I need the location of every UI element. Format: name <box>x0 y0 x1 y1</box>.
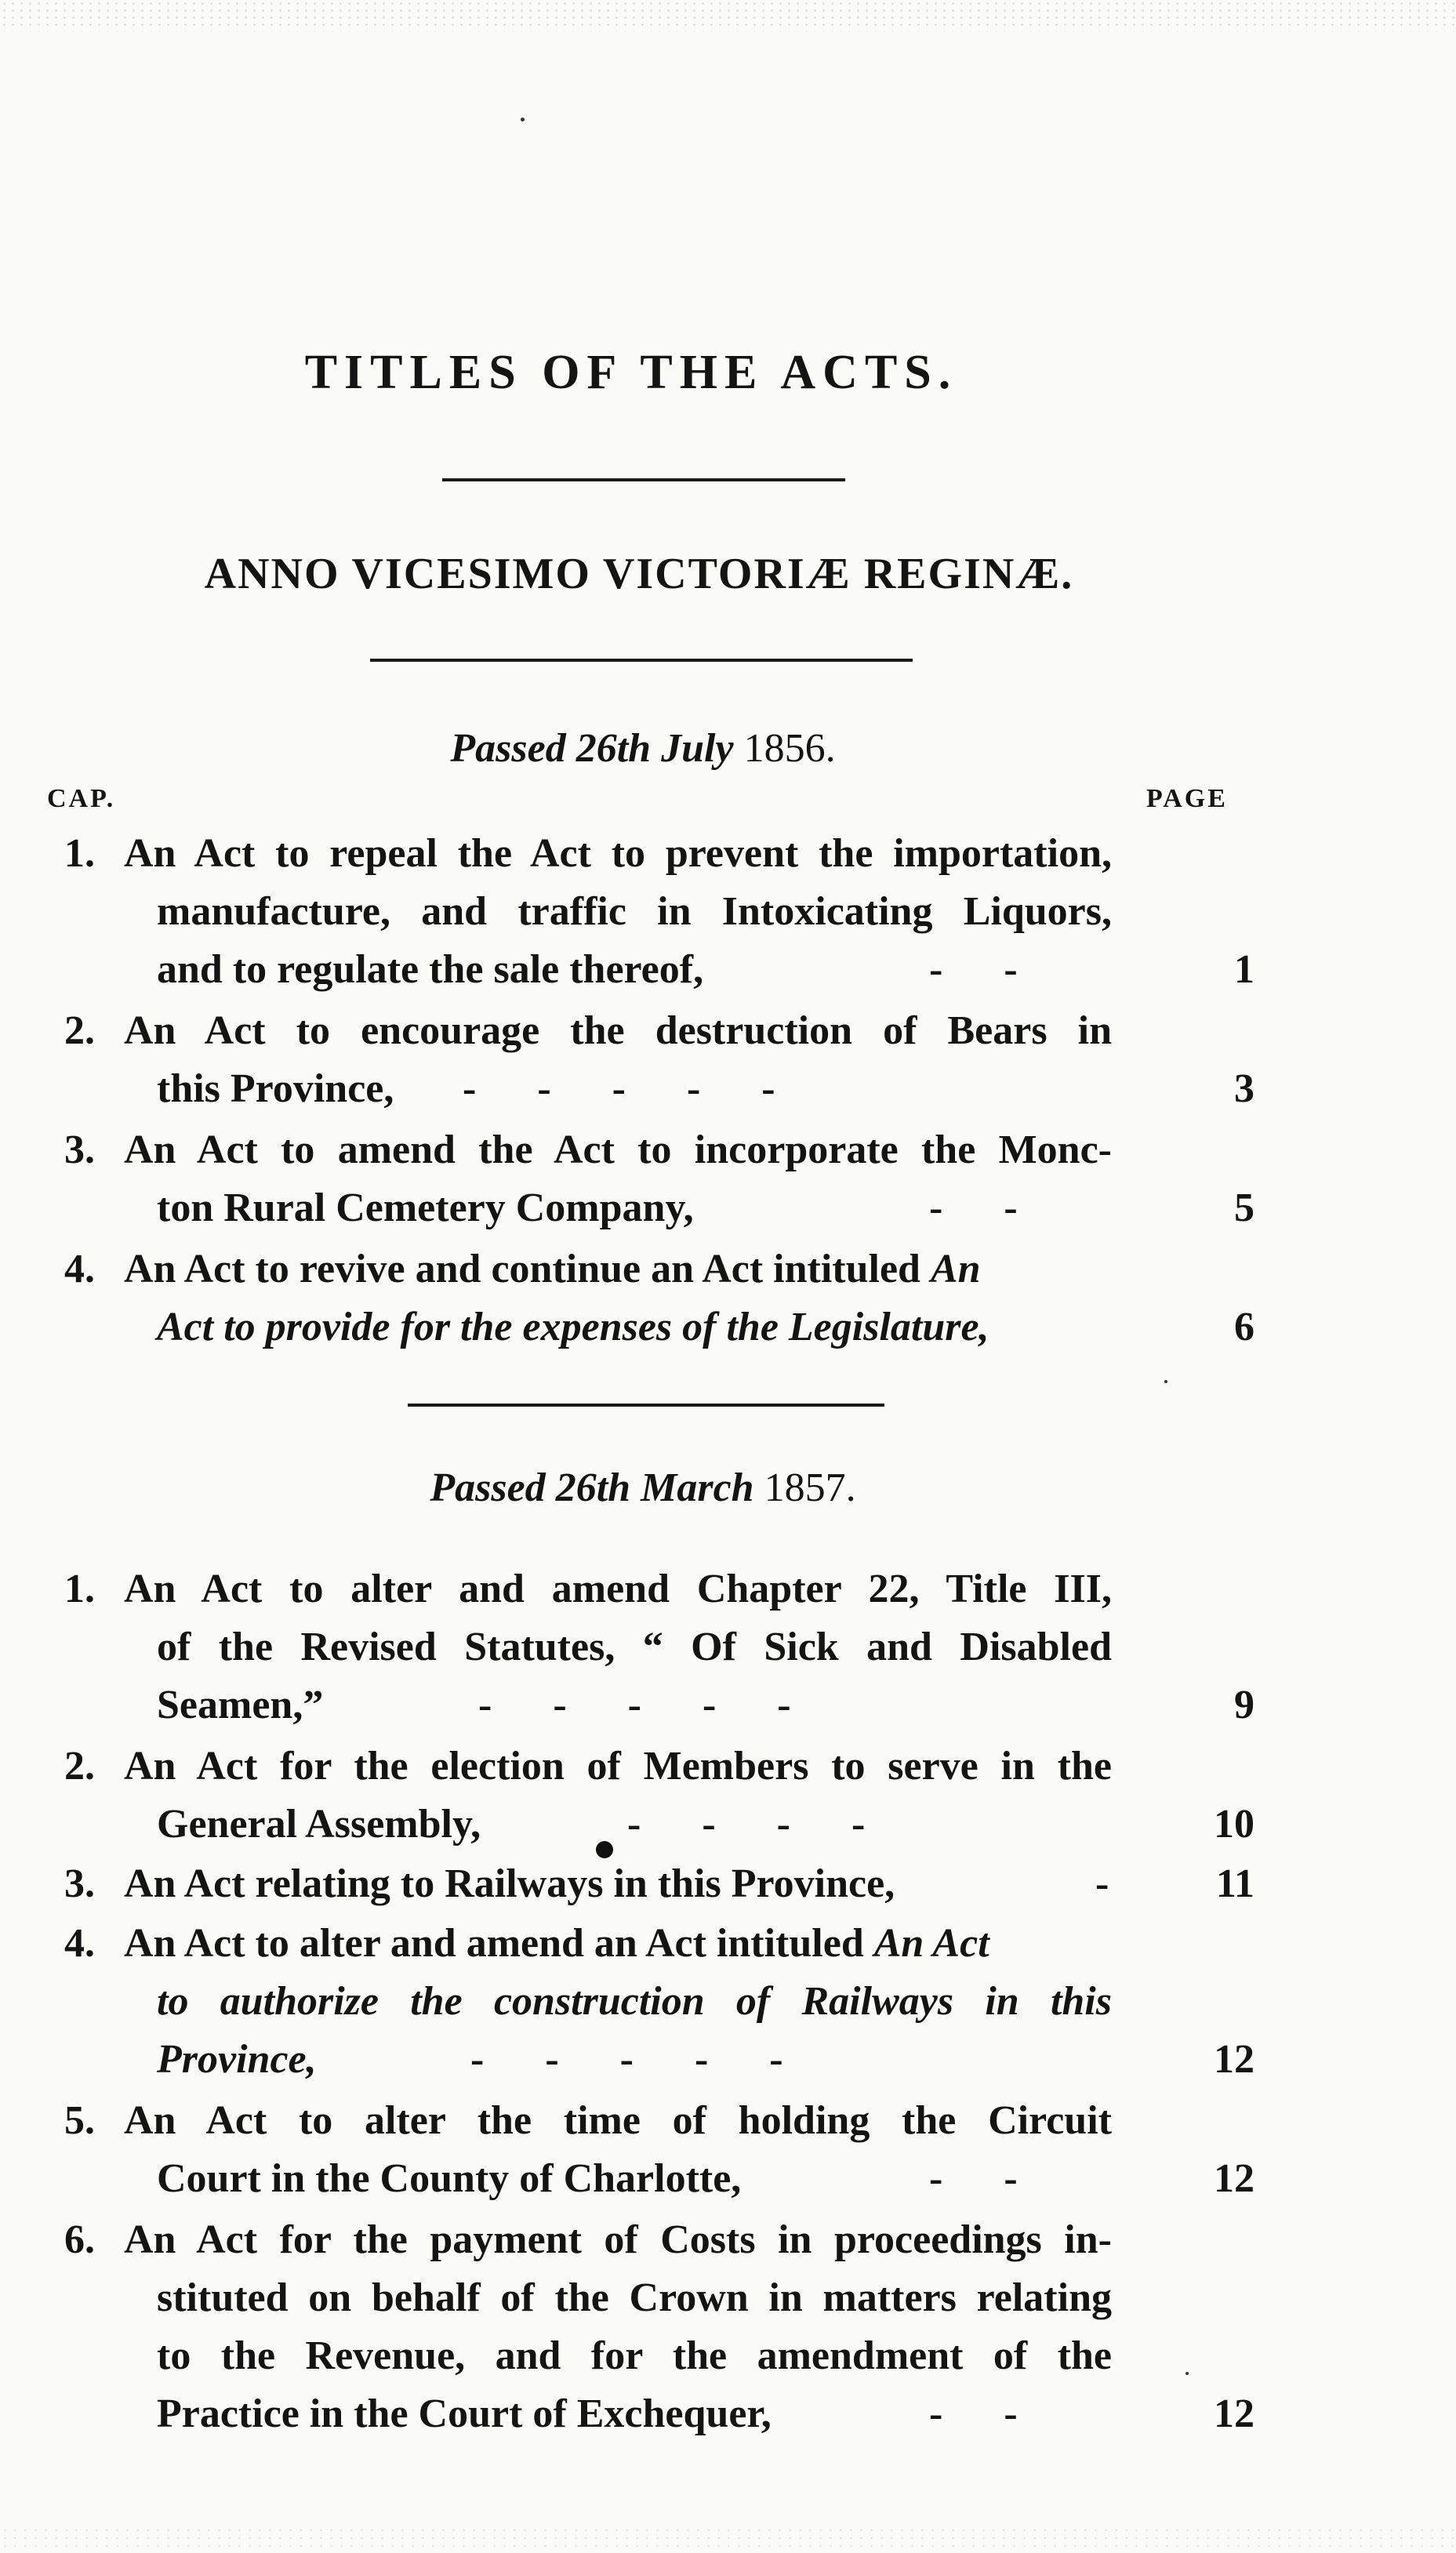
act-title-line: of the Revised Statutes, “ Of Sick and Disabled <box>157 1625 1112 1669</box>
act-number: 2. <box>64 1744 95 1789</box>
ink-speck <box>1185 2372 1189 2375</box>
leader-dashes: - - <box>929 1186 1018 1230</box>
page-number: 10 <box>1214 1802 1254 1847</box>
act-title-text: An Act to alter and amend an Act intituled <box>124 1921 864 1966</box>
page-number: 3 <box>1234 1066 1254 1111</box>
scan-edge-top <box>0 0 1456 31</box>
page-number: 11 <box>1215 1861 1254 1906</box>
ink-blot <box>596 1841 613 1858</box>
page-column-label: PAGE <box>1146 784 1228 813</box>
leader-dashes: - - - - <box>627 1802 866 1847</box>
act-title-line: to authorize the construction of Railways in this <box>157 1979 1112 2024</box>
act-number: 4. <box>64 1247 95 1291</box>
page-number: 12 <box>1214 2391 1254 2436</box>
leader-dashes: - <box>1095 1861 1109 1906</box>
act-number: 3. <box>64 1861 95 1906</box>
act-title-line: ton Rural Cemetery Company, <box>157 1186 694 1230</box>
session-year: 1857. <box>764 1465 856 1510</box>
act-title-line: Practice in the Court of Exchequer, <box>157 2391 772 2436</box>
leader-dashes: - - <box>929 2156 1018 2201</box>
act-title-line: An Act for the payment of Costs in proceedings in- <box>124 2217 1112 2262</box>
leader-dashes: - - <box>929 947 1018 992</box>
act-title-text: An Act to revive and continue an Act intituled <box>124 1247 920 1291</box>
act-number: 6. <box>64 2217 95 2262</box>
act-title-line <box>124 1242 981 1297</box>
session-rule <box>408 1404 884 1407</box>
act-title-line: stituted on behalf of the Crown in matters relating <box>157 2275 1112 2320</box>
act-title-line: Seamen,” <box>157 1683 324 1727</box>
act-title-line: to the Revenue, and for the amendment of the <box>157 2333 1112 2378</box>
act-title-line: An Act to alter and amend Chapter 22, Title III, <box>124 1567 1112 1611</box>
reign-heading: ANNO VICESIMO VICTORIÆ REGINÆ. <box>204 550 1074 598</box>
page-number: 9 <box>1234 1683 1254 1727</box>
session-heading-1857 <box>0 1465 1286 1511</box>
act-title-line: An Act for the election of Members to serve in the <box>124 1744 1112 1789</box>
act-title-line: Act to provide for the expenses of the Legislature, <box>157 1305 989 1349</box>
leader-dashes: - - - - - <box>470 2037 783 2082</box>
leader-dashes: - - <box>929 2391 1018 2436</box>
act-title-line: An Act to encourage the destruction of Bears in <box>124 1008 1112 1053</box>
act-title-line: An Act to repeal the Act to prevent the importation, <box>124 831 1112 876</box>
act-title-italic: An Act <box>873 1921 989 1966</box>
reign-rule <box>370 659 913 662</box>
leader-dashes: - - - - - <box>478 1683 791 1727</box>
act-number: 3. <box>64 1128 95 1172</box>
act-number: 4. <box>64 1921 95 1966</box>
ink-speck <box>521 118 525 122</box>
act-title-line: General Assembly, <box>157 1802 481 1847</box>
scan-edge-bottom <box>0 2526 1456 2553</box>
page-number: 6 <box>1234 1305 1254 1349</box>
page-number: 12 <box>1214 2156 1254 2201</box>
act-title-italic: An <box>930 1247 981 1291</box>
act-title-line: Province, <box>157 2037 317 2082</box>
cap-column-label: CAP. <box>47 784 116 813</box>
act-title-line <box>124 1916 989 1971</box>
title-rule <box>442 478 845 481</box>
act-title-line: Court in the County of Charlotte, <box>157 2156 742 2201</box>
session-date: Passed 26th July <box>450 726 734 771</box>
session-heading-1856 <box>0 725 1286 772</box>
act-title-line: manufacture, and traffic in Intoxicating Liquors, <box>157 889 1112 934</box>
ink-speck <box>1164 1380 1167 1383</box>
act-title-line: this Province, <box>157 1066 394 1111</box>
page-number: 5 <box>1234 1186 1254 1230</box>
act-number: 5. <box>64 2098 95 2143</box>
page-number: 12 <box>1214 2037 1254 2082</box>
page-number: 1 <box>1234 947 1254 992</box>
act-title-line: An Act to amend the Act to incorporate the Monc- <box>124 1128 1112 1172</box>
act-number: 1. <box>64 1567 95 1611</box>
session-date: Passed 26th March <box>430 1465 754 1510</box>
act-number: 1. <box>64 831 95 876</box>
act-number: 2. <box>64 1008 95 1053</box>
page-title: TITLES OF THE ACTS. <box>304 346 958 399</box>
session-year: 1856. <box>743 726 836 771</box>
act-title-line: An Act relating to Railways in this Province, <box>124 1861 895 1906</box>
act-title-line: and to regulate the sale thereof, <box>157 947 704 992</box>
act-title-line: An Act to alter the time of holding the Circuit <box>124 2098 1112 2143</box>
leader-dashes: - - - - - <box>463 1066 775 1111</box>
